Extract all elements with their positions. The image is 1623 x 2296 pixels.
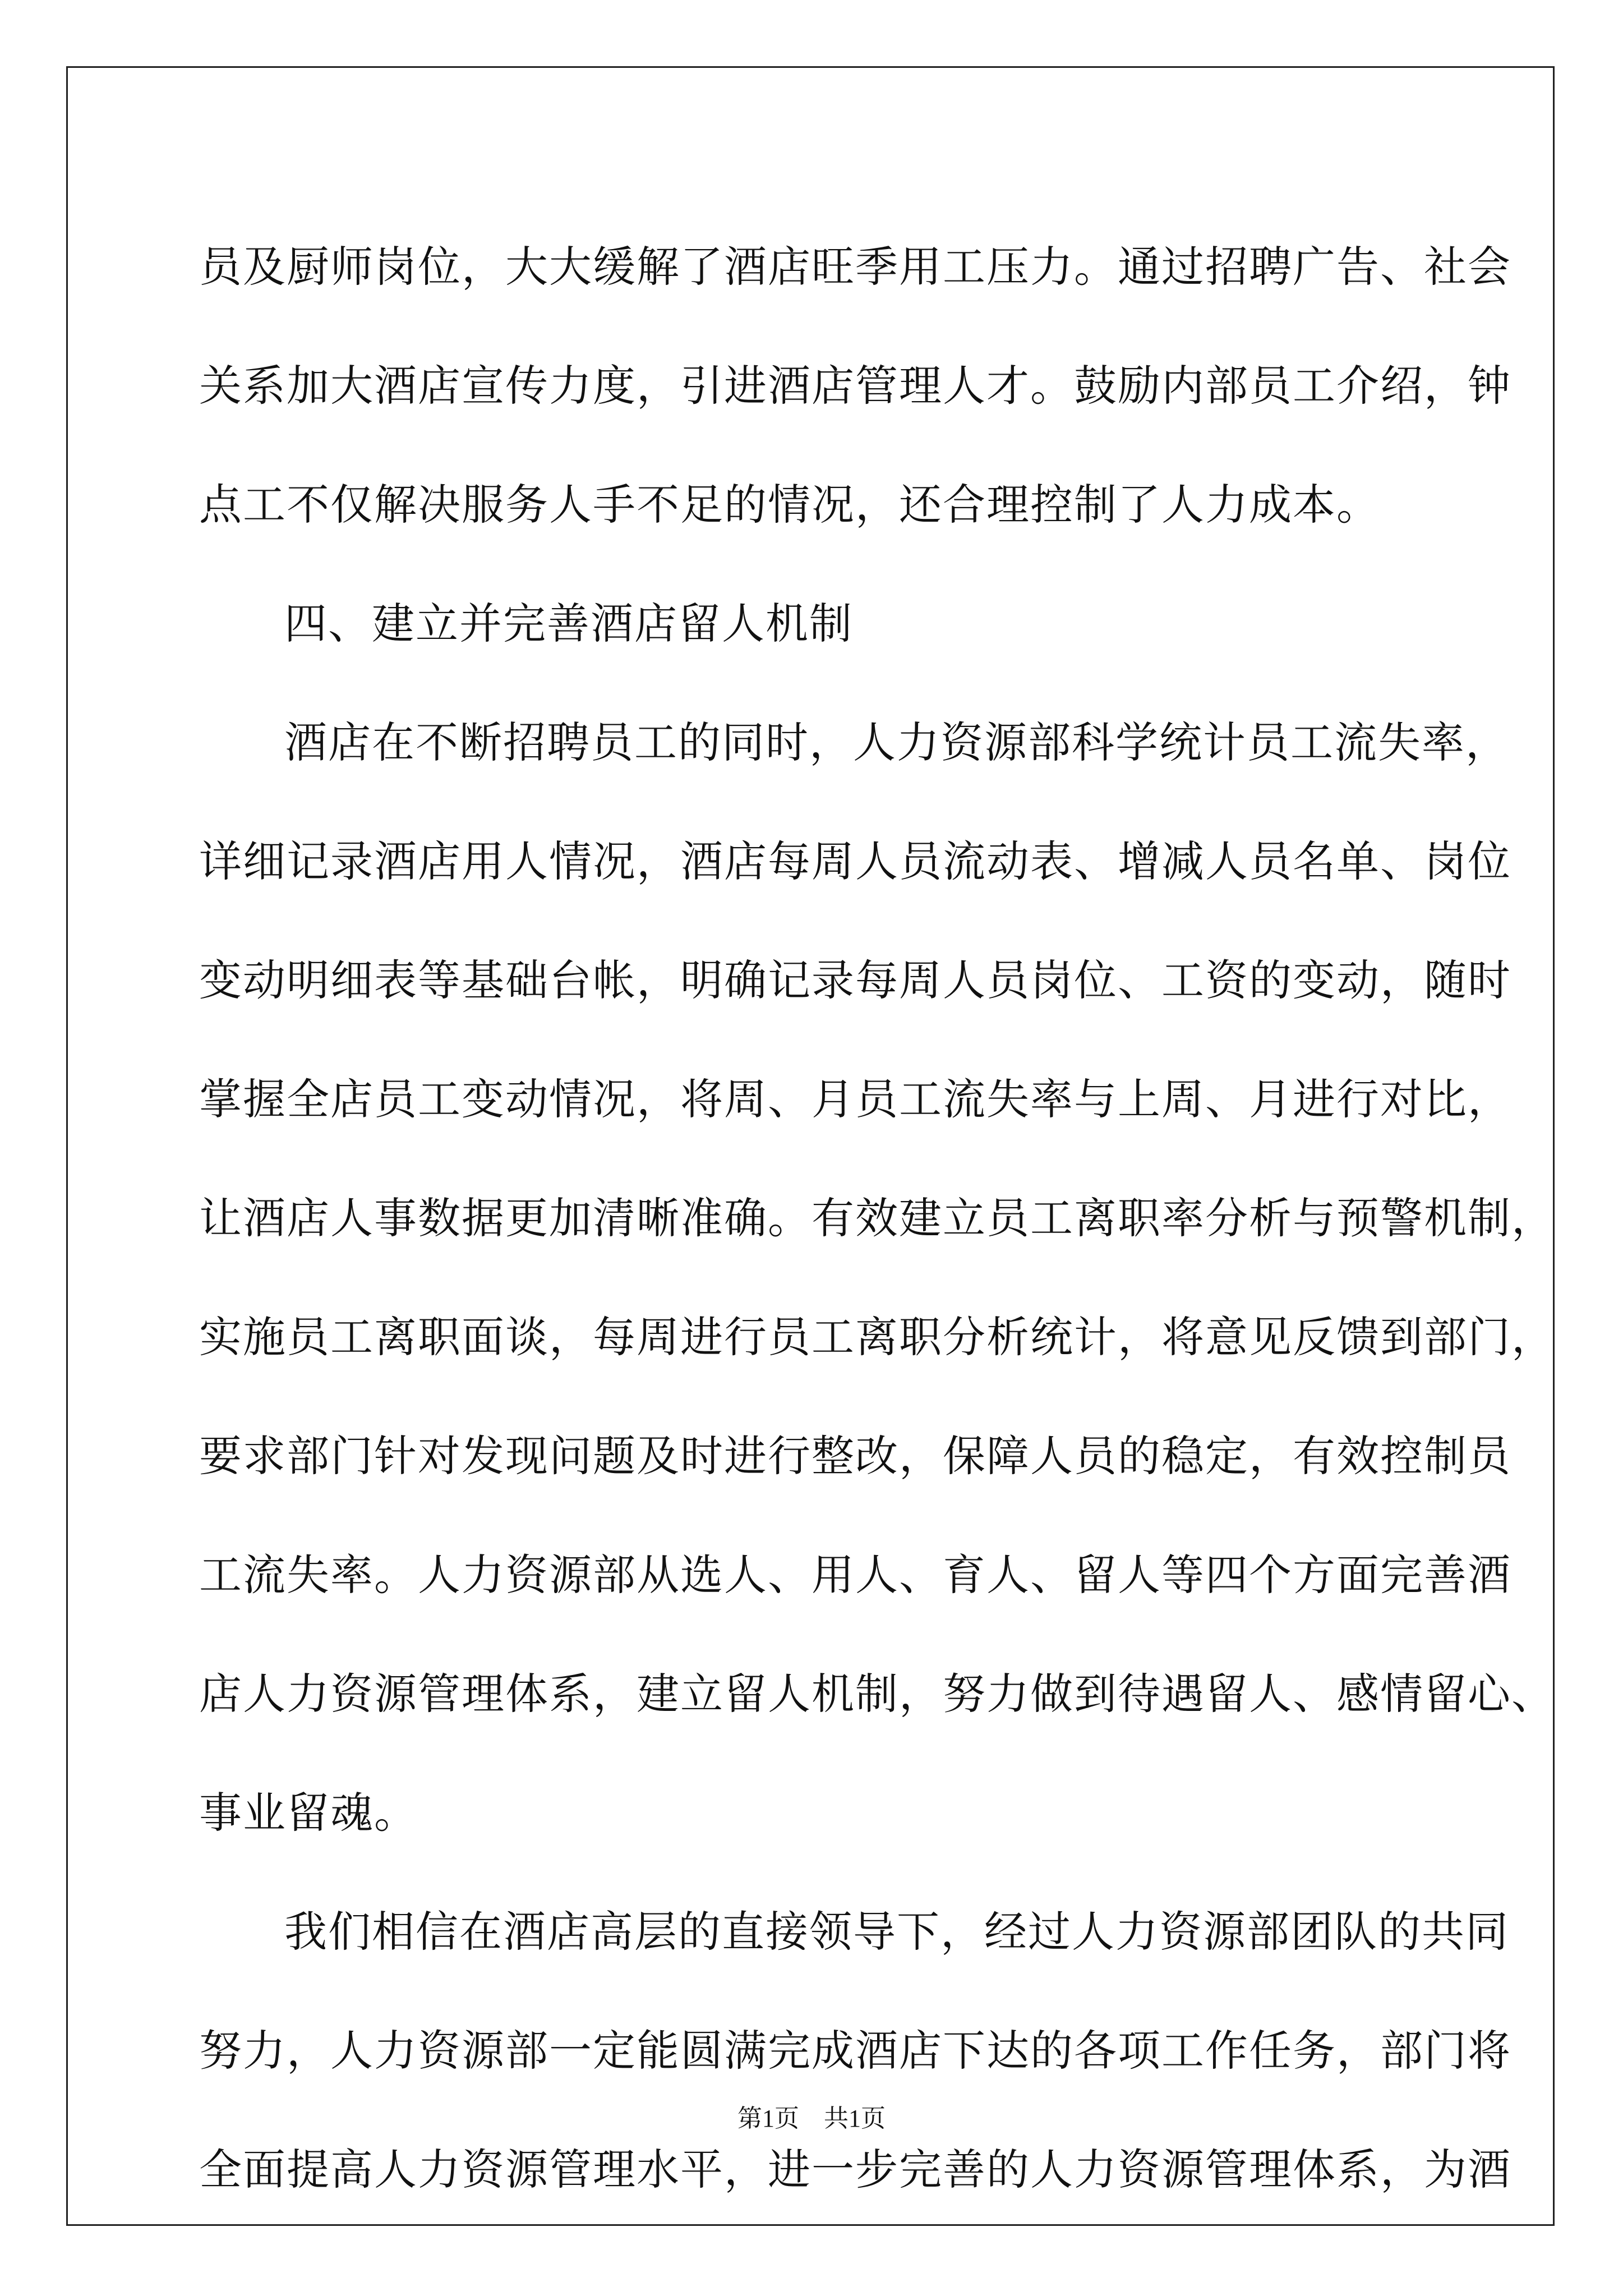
section-heading: 四、建立并完善酒店留人机制 [284,599,853,648]
text-line: 酒店在不断招聘员工的同时，人力资源部科学统计员工流失率， [284,717,1509,767]
text-line: 掌握全店员工变动情况，将周、月员工流失率与上周、月进行对比， [199,1074,1511,1124]
text-line: 让酒店人事数据更加清晰准确。有效建立员工离职率分析与预警机制， [199,1193,1555,1243]
body-text [199,208,1555,2229]
text-line: 详细记录酒店用人情况，酒店每周人员流动表、增减人员名单、岗位 [199,836,1511,886]
text-line: 努力，人力资源部一定能圆满完成酒店下达的各项工作任务，部门将 [199,2026,1511,2076]
text-line: 实施员工离职面谈，每周进行员工离职分析统计，将意见反馈到部门， [199,1312,1555,1362]
text-line: 要求部门针对发现问题及时进行整改，保障人员的稳定，有效控制员 [199,1431,1511,1481]
text-line: 点工不仅解决服务人手不足的情况，还合理控制了人力成本。 [199,480,1380,530]
text-line: 关系加大酒店宣传力度，引进酒店管理人才。鼓励内部员工介绍，钟 [199,361,1511,411]
page-footer: 第1页 共1页 [737,2105,886,2132]
text-line: 工流失率。人力资源部从选人、用人、育人、留人等四个方面完善酒 [199,1550,1511,1600]
text-line: 事业留魂。 [199,1788,418,1838]
text-line: 全面提高人力资源管理水平，进一步完善的人力资源管理体系，为酒 [199,2145,1511,2194]
text-line: 我们相信在酒店高层的直接领导下，经过人力资源部团队的共同 [284,1907,1509,1957]
text-line: 变动明细表等基础台帐，明确记录每周人员岗位、工资的变动，随时 [199,955,1511,1005]
text-line: 店人力资源管理体系，建立留人机制，努力做到待遇留人、感情留心、 [199,1669,1555,1719]
text-line: 员及厨师岗位，大大缓解了酒店旺季用工压力。通过招聘广告、社会 [199,242,1511,292]
